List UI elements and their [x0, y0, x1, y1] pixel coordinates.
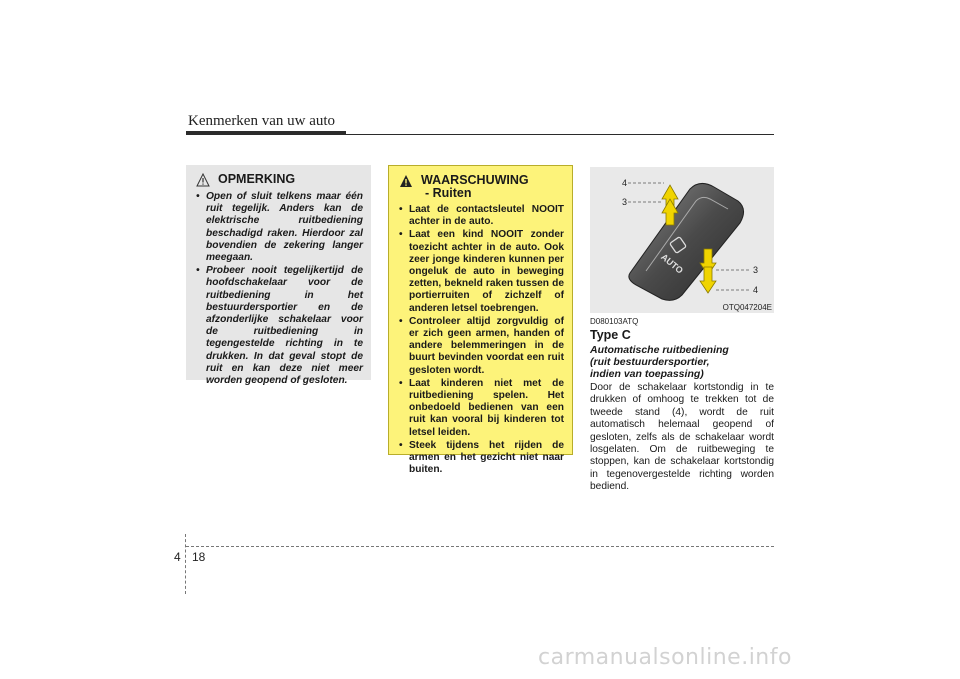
footer-page-number: 18 [192, 550, 206, 564]
section-subtitle: Automatische ruitbediening [590, 344, 729, 356]
note-title: OPMERKING [218, 172, 296, 186]
note-item: • Open of sluit telkens maar één ruit tegelijk. Anders kan de elektrische ruitbediening beschadigd raken. Hierdoor zal bovendien de zekering langer meegaan. [196, 191, 363, 264]
warning-item: • Laat kinderen niet met de ruitbediening spelen. Het onbedoeld bedienen van een ruit kan vooral bij kinderen tot letsel leiden. [399, 378, 564, 439]
note-list [196, 191, 363, 387]
section-subtitle: (ruit bestuurdersportier, [590, 356, 710, 368]
window-switch-figure [590, 167, 774, 313]
warning-item: • Steek tijdens het rijden de armen en het gezicht niet naar buiten. [399, 440, 564, 477]
label-up-near: 3 [622, 197, 628, 207]
page-header-title: Kenmerken van uw auto [188, 113, 336, 129]
warning-item: • Controleer altijd zorgvuldig of er zich geen armen, handen of andere belemmeringen in de buurt bevinden voordat een ruit gesloten wordt. [399, 316, 564, 377]
window-switch-illustration [590, 167, 774, 313]
footer-divider [185, 534, 186, 594]
note-box [186, 165, 371, 387]
switch-auto-text: AUTO [659, 251, 685, 276]
label-down-far: 4 [753, 285, 759, 295]
watermark-text: carmanualsonline.info [538, 645, 792, 670]
header-rule [186, 134, 774, 135]
section-code: D080103ATQ [590, 317, 639, 326]
label-up-far: 4 [622, 178, 628, 188]
section-subtitle: indien van toepassing) [590, 368, 704, 380]
warning-item: • Laat de contactsleutel NOOIT achter in de auto. [399, 204, 564, 228]
section-type: Type C [590, 328, 631, 342]
down-arrow-far [700, 267, 716, 293]
warning-subtitle: - Ruiten [425, 186, 472, 200]
note-header [196, 173, 363, 187]
warning-header [399, 174, 564, 200]
label-down-near: 3 [753, 265, 759, 275]
figure-code: OTQ047204E [722, 303, 772, 312]
caution-triangle-icon [196, 173, 210, 187]
footer-rule [186, 546, 774, 547]
warning-box [388, 165, 573, 476]
warning-item: • Laat een kind NOOIT zonder toezicht achter in de auto. Ook zeer jonge kinderen kunnen per ongeluk de auto in beweging zetten, bekneld raken tussen de portierruiten of zichzelf of anderen letsel toebrengen. [399, 229, 564, 314]
section-text [590, 317, 774, 494]
switch-body [629, 183, 744, 300]
note-item: • Probeer nooit tegelijkertijd de hoofdschakelaar voor de ruitbediening in het bestuurdersportier en de afzonderlijke schakelaar voor de ruitbediening in tegengestelde richting in te drukken. In dat geval stopt de ruit en kan deze niet meer worden geopend of gesloten. [196, 265, 363, 387]
section-body: Door de schakelaar kortstondig in te drukken of omhoog te trekken tot de tweede stand (4), wordt de ruit automatisch helemaal geopend of gesloten, zelfs als de schakelaar wordt losgelaten. Om de ruitbeweging te stoppen, kan de schakelaar kortstondig in tegenovergestelde richting worden bediend. [590, 382, 774, 493]
warning-title: WAARSCHUWING [421, 173, 529, 187]
warning-triangle-icon [399, 174, 413, 188]
warning-list [399, 204, 564, 476]
footer-chapter-number: 4 [174, 550, 181, 564]
